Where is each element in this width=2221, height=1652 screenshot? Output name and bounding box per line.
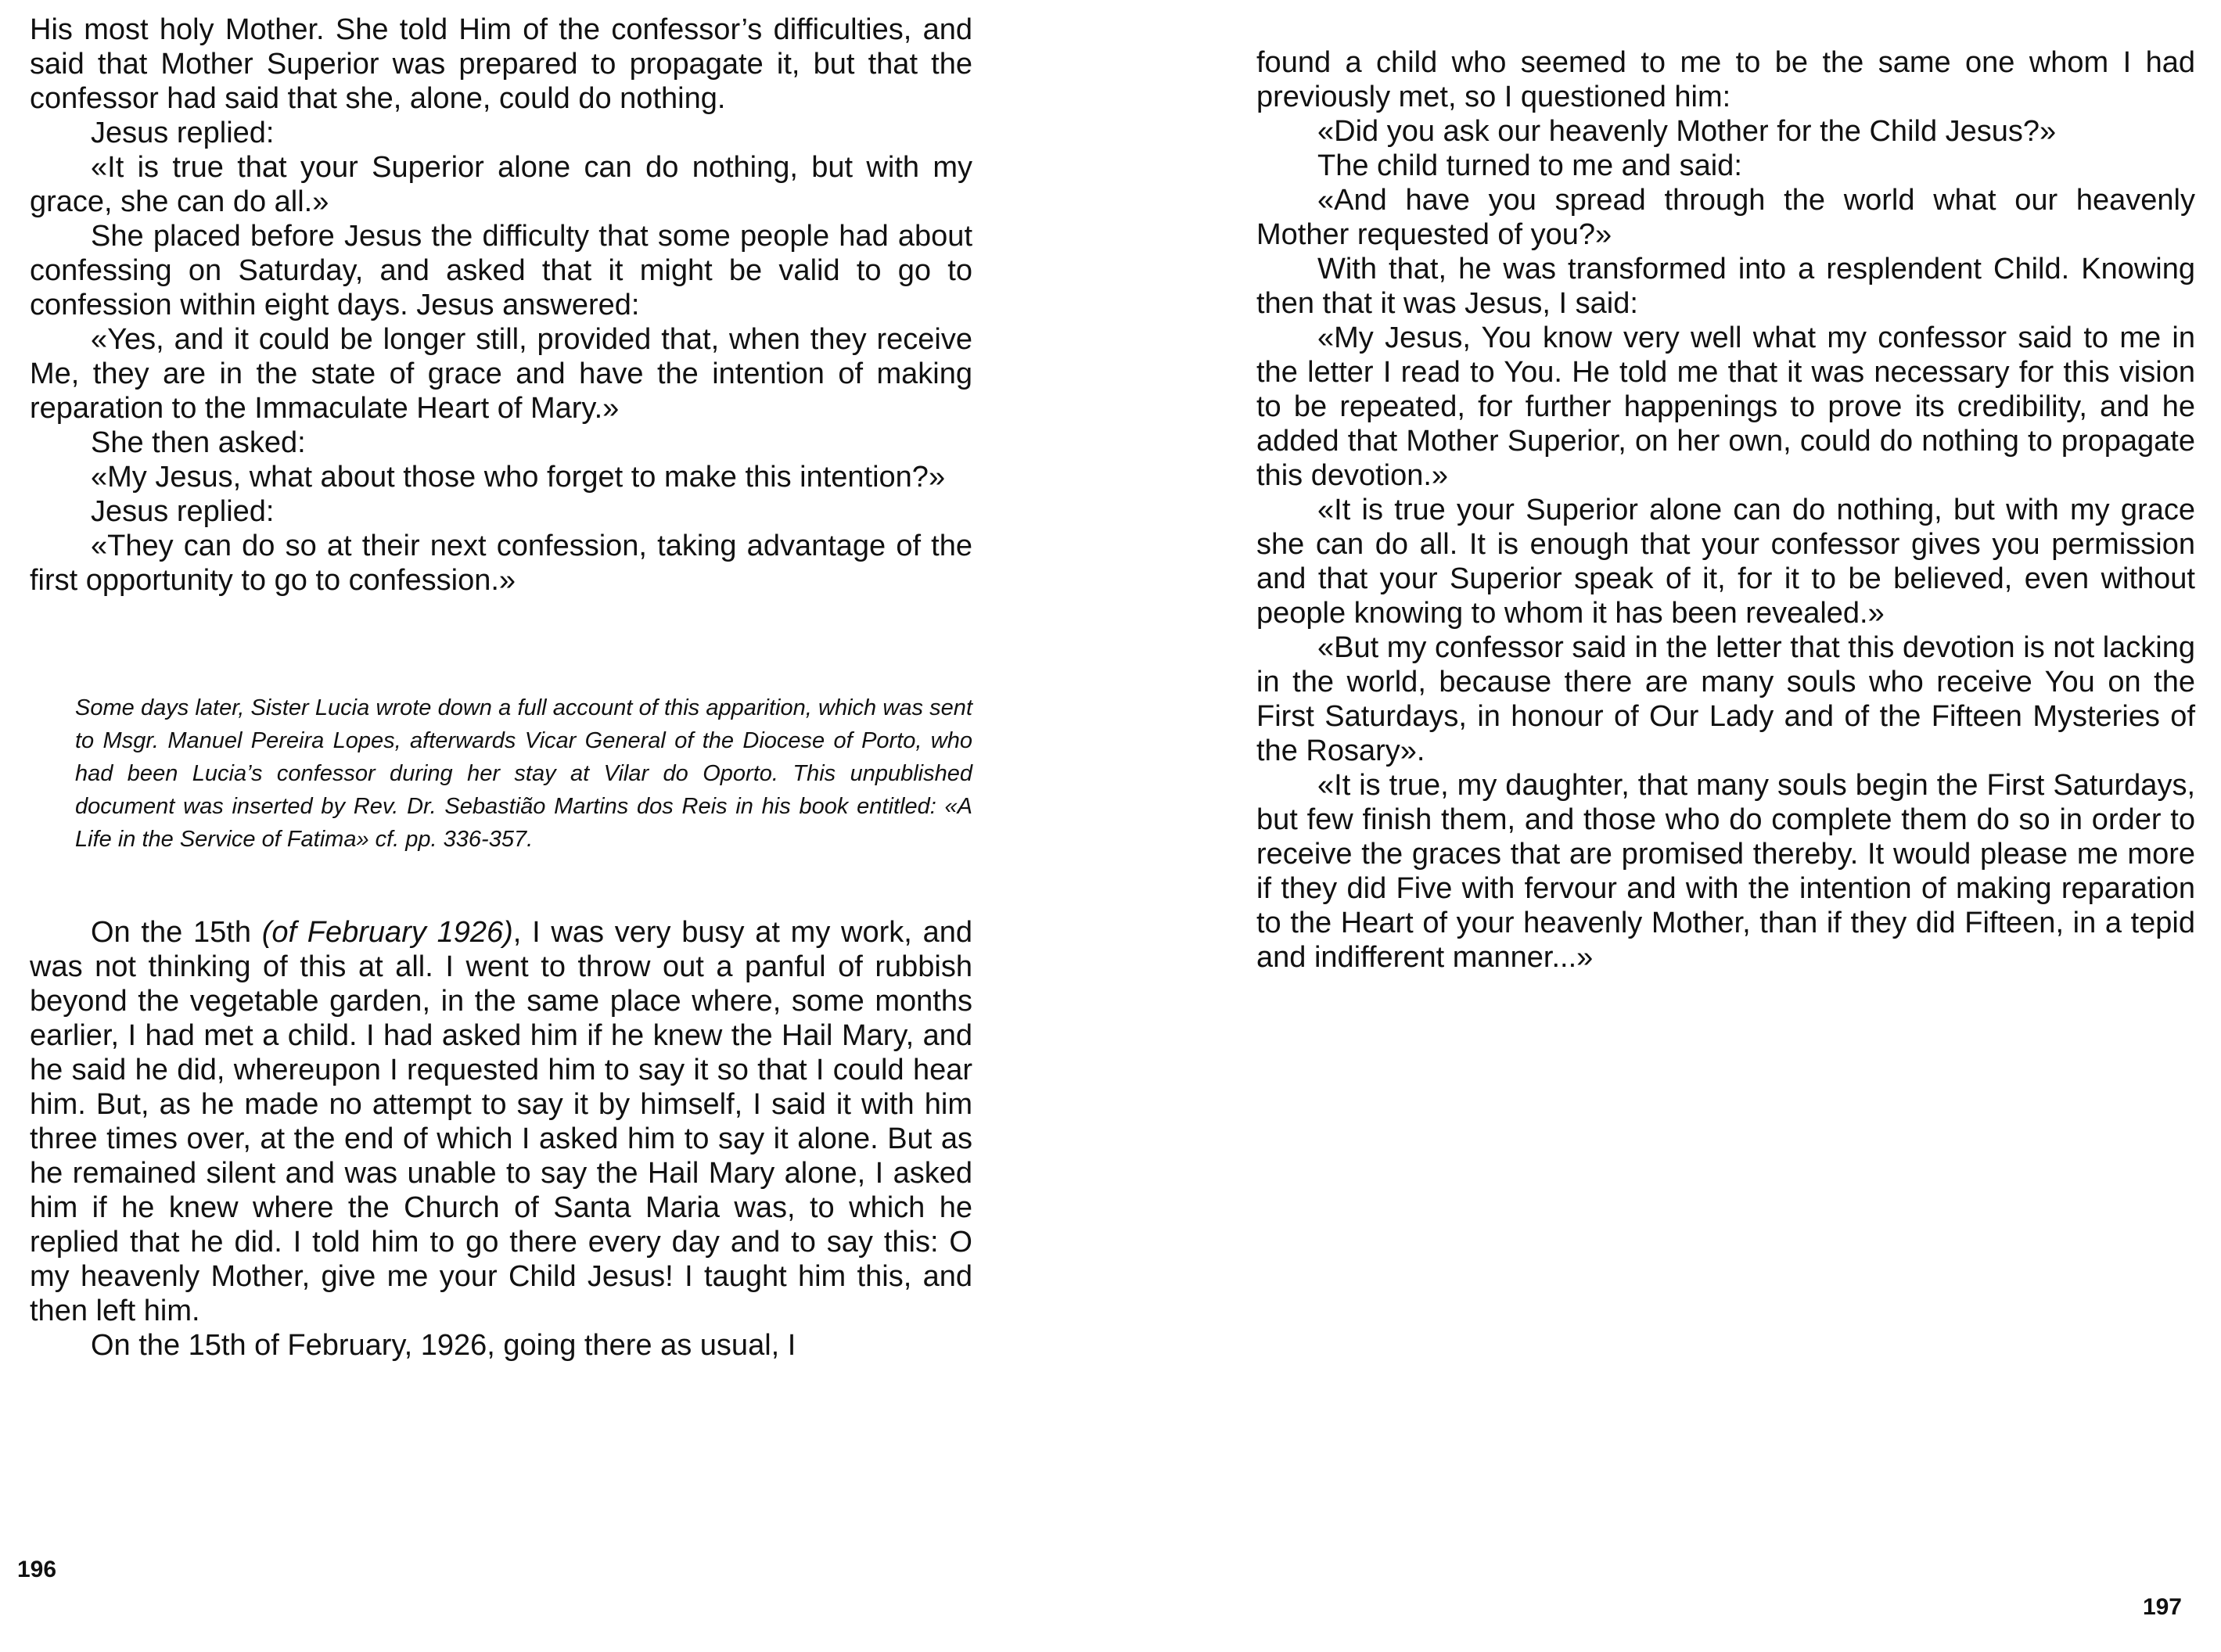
paragraph: She then asked: [91,426,306,459]
story-start: On the 15th [91,916,262,949]
paragraph: «It is true your Superior alone can do nothing, but with my grace she can do all. It is enough that your confessor gives you permission and that your Superior speak of it, for it to be believed, even without people knowing to whom it has been revealed.» [1256,494,2195,630]
paragraph: «It is true, my daughter, that many souls begin the First Saturdays, but few finish them, and those who do complete them do so in order to receive the graces that are promised thereby. It would please me more if they did Five with fervour and with the intention of making reparation to the Heart of your heavenly Mother, than if they did Fifteen, in a tepid and indifferent manner...» [1256,769,2195,974]
paragraph: «Yes, and it could be longer still, provided that, when they receive Me, they are in the state of grace and have the intention of making reparation to the Immaculate Heart of Mary.» [30,323,972,425]
paragraph: «They can do so at their next confession, taking advantage of the first opportunity to go to confession.» [30,530,972,597]
paragraph: With that, he was transformed into a resplendent Child. Knowing then that it was Jesus, I said: [1256,253,2195,320]
paragraph: «But my confessor said in the letter that this devotion is not lacking in the world, because there are many souls who receive You on the First Saturdays, in honour of Our Lady and of the Fifteen Mysteries of the Rosary». [1256,631,2195,767]
story-paragraph [30,915,972,1328]
story-rest: , I was very busy at my work, and was not thinking of this at all. I went to throw out a panful of rubbish beyond the vegetable garden, in the same place where, some months earlier, I had met a child. I had asked him if he knew the Hail Mary, and he said he did, whereupon I requested him to say it so that I could hear him. But, as he made no attempt to say it by himself, I said it with him three times over, at the end of which I asked him to say it alone. But as he remained silent and was unable to say the Hail Mary alone, I asked him if he knew where the Church of Santa Maria was, to which he replied that he did. I told him to go there every day and to say this: O my heavenly Mother, give me your Child Jesus! I taught him this, and then left him. [30,916,972,1327]
left-page-text [30,13,972,1363]
paragraph: Jesus replied: [91,117,275,149]
right-page [1244,0,2221,1652]
story-date: (of February 1926) [261,916,513,949]
paragraph: found a child who seemed to me to be the same one whom I had previously met, so I questioned him: [1256,46,2195,113]
paragraph: The child turned to me and said: [1317,149,1742,182]
paragraph: «My Jesus, You know very well what my confessor said to me in the letter I read to You. He told me that it was necessary for this vision to be repeated, for further happenings to prove its credibility, and he added that Mother Superior, on her own, could do nothing to propagate this devotion.» [1256,321,2195,492]
paragraph: «It is true that your Superior alone can do nothing, but with my grace, she can do all.» [30,151,972,218]
page-number-left: 196 [17,1557,57,1582]
paragraph: «And have you spread through the world what our heavenly Mother requested of you?» [1256,184,2195,251]
right-page-text [1256,45,2195,975]
page-number-right: 197 [2142,1594,2182,1620]
paragraph: On the 15th of February, 1926, going there as usual, I [91,1329,796,1362]
left-page [0,0,1017,1652]
paragraph: «Did you ask our heavenly Mother for the Child Jesus?» [1317,115,2057,148]
paragraph: His most holy Mother. She told Him of the confessor’s difficulties, and said that Mother Superior was prepared to propagate it, but that the confessor had said that she, alone, could do nothing. [30,13,972,115]
paragraph: She placed before Jesus the difficulty that some people had about confessing on Saturday, and asked that it might be valid to go to confession within eight days. Jesus answered: [30,220,972,321]
paragraph: «My Jesus, what about those who forget to make this intention?» [91,461,946,494]
editorial-note: Some days later, Sister Lucia wrote down a full account of this apparition, which was sent to Msgr. Manuel Pereira Lopes, afterwards Vicar General of the Diocese of Porto, who had been Lucia’s confessor during her stay at Vilar do Oporto. This unpublished document was inserted by Rev. Dr. Sebastião Martins dos Reis in his book entitled: «A Life in the Service of Fatima» cf. pp. 336-357. [75,695,972,852]
paragraph: Jesus replied: [91,495,275,528]
